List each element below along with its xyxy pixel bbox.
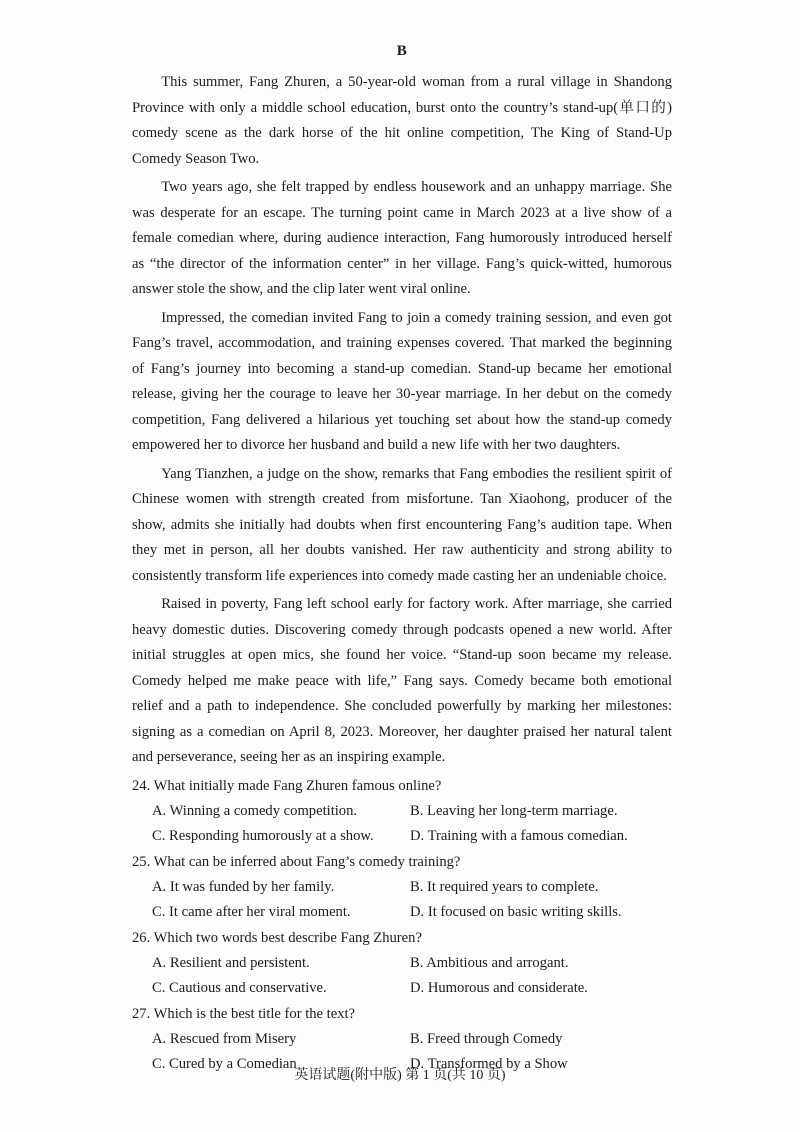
question-stem: 25. What can be inferred about Fang’s comedy training? [132,853,461,870]
passage-paragraph: This summer, Fang Zhuren, a 50-year-old woman from a rural village in Shandong Province with only a middle school education, burst onto the country’s stand-up(单口的) comedy scene as the dark horse of the hit online competition, The King of Stand-Up Comedy Season Two. [132,74,672,167]
passage-paragraph: Impressed, the comedian invited Fang to join a comedy training session, and even got Fang’s travel, accommodation, and training expenses covered. That marked the beginning of Fang’s journey into becoming a stand-up comedian. Stand-up became her emotional release, giving her the courage to leave her 30-year marriage. In her debut on the comedy competition, Fang delivered a hilarious yet touching set about how the stand-up comedy empowered her to divorce her husband and build a new life with her two daughters. [132,309,672,453]
passage-paragraph: Raised in poverty, Fang left school early for factory work. After marriage, she carried heavy domestic duties. Discovering comedy through podcasts opened a new world. After initial struggles at open mics, she found her voice. “Stand-up soon became my release. Comedy helped me make peace with life,” Fang says. Comedy became both emotional relief and a path to independence. She concluded powerfully by marking her milestones: signing as a comedian on April 8, 2023. Moreover, her daughter praised her natural talent and perseverance, seeing her as an inspiring example. [132,596,672,765]
option-b: B. Freed through Comedy [410,1030,563,1047]
option-c: C. Responding humorously at a show. [152,828,374,844]
option-d: D. Training with a famous comedian. [410,828,628,844]
answer-options [152,951,672,1002]
passage-paragraph: Yang Tianzhen, a judge on the show, remarks that Fang embodies the resilient spirit of Chinese women with strength created from misfortune. Tan Xiaohong, producer of the show, admits she initially had doubts when first encountering Fang’s audition tape. When they met in person, all her doubts vanished. Her raw authenticity and strong ability to consistently transform life experiences into comedy made casting her an undeniable choice. [132,465,672,584]
option-c: C. Cured by a Comedian [152,1056,297,1072]
answer-options [152,799,672,850]
question-stem: 24. What initially made Fang Zhuren famous online? [132,777,442,794]
passage-paragraph: Two years ago, she felt trapped by endless housework and an unhappy marriage. She was desperate for an escape. The turning point came in March 2023 at a live show of a female comedian where, during audience interaction, Fang humorously introduced herself as “the director of the information center” in her village. Fang’s quick-witted, humorous answer stole the show, and the clip later went viral online. [132,179,672,297]
question-stem: 27. Which is the best title for the text? [132,1005,356,1022]
question-25 [132,850,672,926]
option-a: A. Resilient and persistent. [152,954,310,971]
option-a: A. It was funded by her family. [152,878,335,895]
option-a: A. Winning a comedy competition. [152,802,358,819]
option-d: D. Humorous and considerate. [410,980,588,996]
option-b: B. Leaving her long-term marriage. [410,802,618,819]
answer-options [152,875,672,926]
option-d: D. It focused on basic writing skills. [410,904,622,920]
page-footer: 英语试题(附中版) 第 1 页(共 10 页) [294,1068,506,1083]
option-c: C. Cautious and conservative. [152,980,327,996]
section-label: B [396,43,408,59]
option-b: B. Ambitious and arrogant. [410,954,569,971]
reading-passage [132,70,672,771]
option-b: B. It required years to complete. [410,878,599,895]
option-a: A. Rescued from Misery [152,1030,297,1047]
option-c: C. It came after her viral moment. [152,904,351,920]
question-26 [132,926,672,1002]
question-24 [132,774,672,850]
option-d: D. Transformed by a Show [410,1056,568,1072]
question-stem: 26. Which two words best describe Fang Zhuren? [132,929,422,946]
